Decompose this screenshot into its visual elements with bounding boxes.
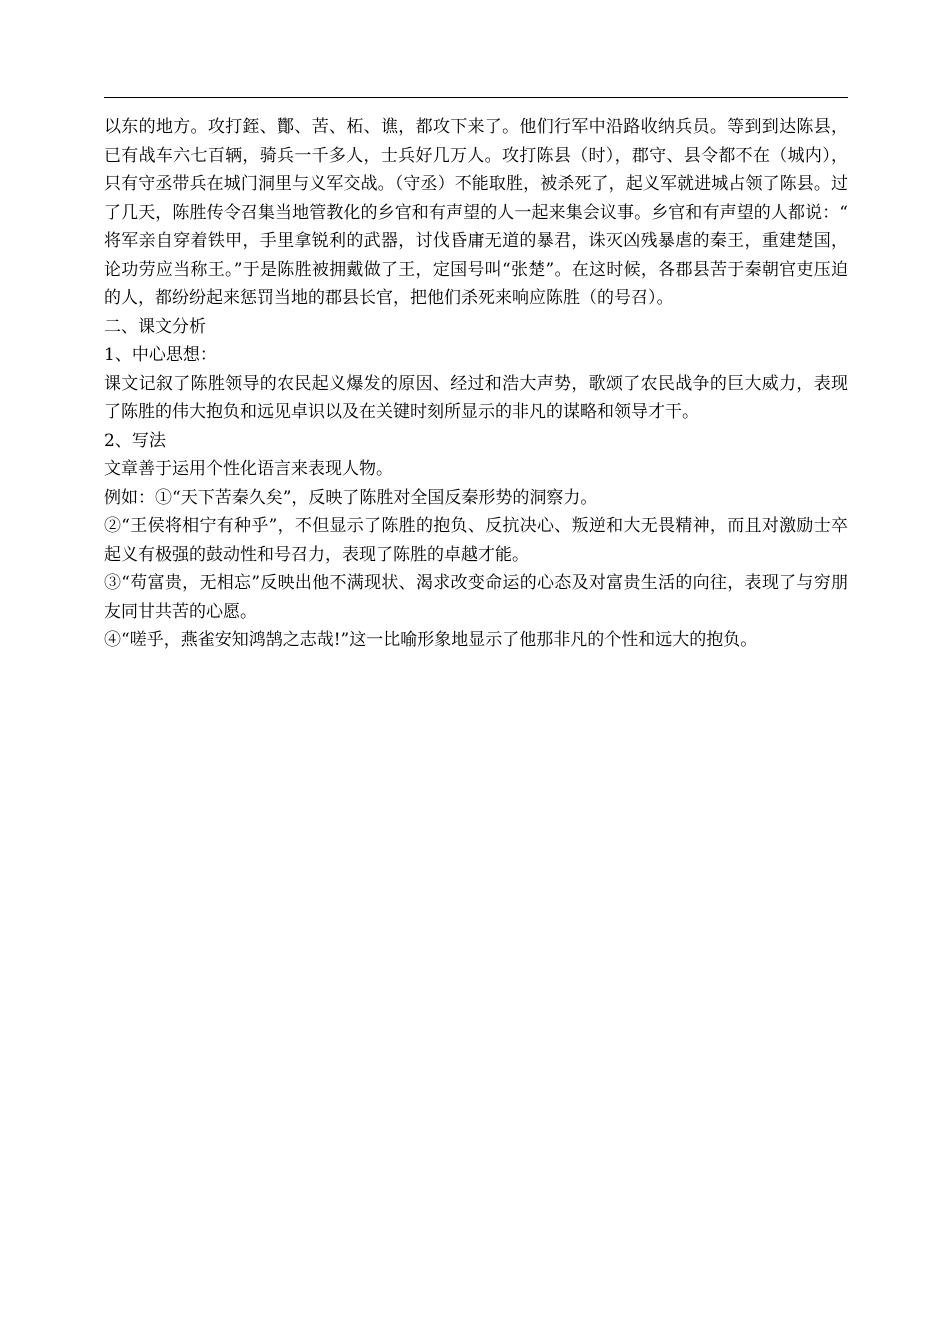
example-4-paragraph: ④“嗟乎，燕雀安知鸿鹄之志哉!”这一比喻形象地显示了他那非凡的个性和远大的抱负。 xyxy=(104,630,758,650)
central-idea-paragraph: 课文记叙了陈胜领导的农民起义爆发的原因、经过和浩大声势，歌颂了农民战争的巨大威力，表现了陈胜的伟大抱负和远见卓识以及在关键时刻所显示的非凡的谋略和领导才干。 xyxy=(104,373,848,422)
example-1-paragraph: 例如：①“天下苦秦久矣”，反映了陈胜对全国反秦形势的洞察力。 xyxy=(104,487,598,508)
document-body xyxy=(104,113,848,655)
central-idea-heading: 1、中心思想： xyxy=(104,345,217,365)
writing-intro-paragraph: 文章善于运用个性化语言来表现人物。 xyxy=(104,459,393,479)
header-rule xyxy=(104,97,848,98)
section-two-heading: 二、课文分析 xyxy=(104,316,206,337)
example-3-paragraph: ③“苟富贵，无相忘”反映出他不满现状、渴求改变命运的心态及对富贵生活的向往，表现了与穷朋友同甘共苦的心愿。 xyxy=(104,573,848,622)
translation-paragraph: 以东的地方。攻打銍、酇、苦、柘、谯，都攻下来了。他们行军中沿路收纳兵员。等到到达陈县，已有战车六七百辆，骑兵一千多人，士兵好几万人。攻打陈县（时），郡守、县令都不在（城内），只有守丞带兵在城门洞里与义军交战。（守丞）不能取胜，被杀死了，起义军就进城占领了陈县。过了几天，陈胜传令召集当地管教化的乡官和有声望的人一起来集会议事。乡官和有声望的人都说：“将军亲自穿着铁甲，手里拿锐利的武器，讨伐昏庸无道的暴君，诛灭凶残暴虐的秦王，重建楚国，论功劳应当称王。”于是陈胜被拥戴做了王，定国号叫“张楚”。在这时候，各郡县苦于秦朝官吏压迫的人，都纷纷起来惩罚当地的郡县长官，把他们杀死来响应陈胜（的号召）。 xyxy=(104,117,848,308)
example-2-paragraph: ②“王侯将相宁有种乎”，不但显示了陈胜的抱负、反抗决心、叛逆和大无畏精神，而且对激励士卒起义有极强的鼓动性和号召力，表现了陈胜的卓越才能。 xyxy=(104,516,848,565)
writing-heading: 2、写法 xyxy=(104,430,166,451)
